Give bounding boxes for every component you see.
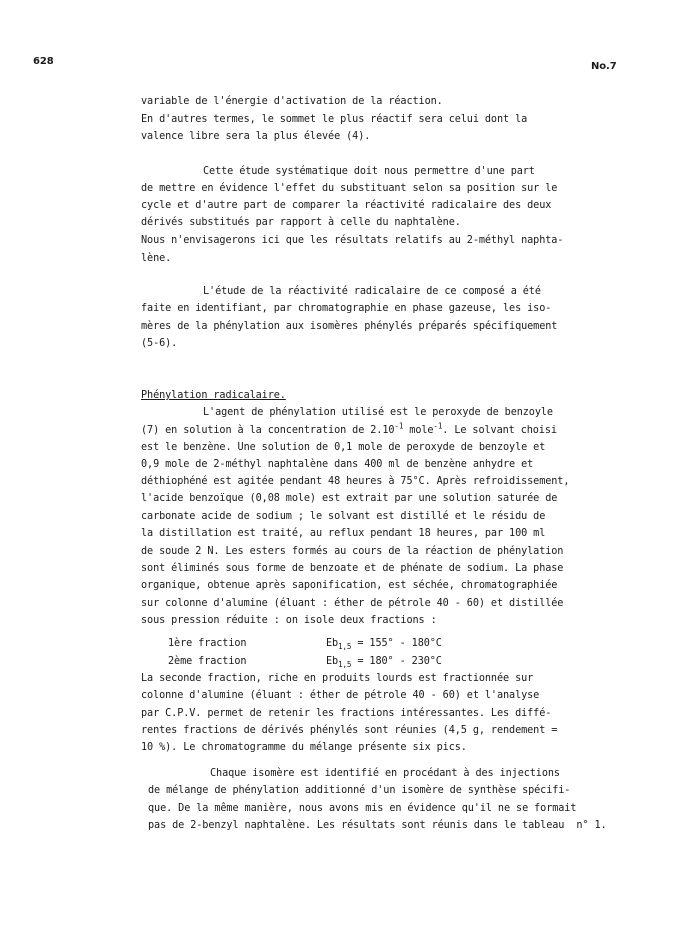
text-line: sur colonne d'alumine (éluant : éther de pétrole 40 - 60) et distillée	[141, 598, 564, 609]
text-line: est le benzène. Une solution de 0,1 mole de peroxyde de benzoyle et	[141, 442, 546, 453]
text-line: l'acide benzoïque (0,08 mole) est extrait par une solution saturée de	[141, 493, 558, 504]
temperature-range: = 180° - 230°C	[351, 656, 442, 667]
text-fragment: . Le solvant choisi	[442, 425, 557, 436]
superscript: -1	[394, 421, 404, 431]
text-line: rentes fractions de dérivés phénylés sont réunies (4,5 g, rendement =	[141, 725, 558, 736]
text-line: valence libre sera la plus élevée (4).	[141, 131, 371, 142]
text-line: de mettre en évidence l'effet du substituant selon sa position sur le	[141, 183, 558, 194]
text-line: déthiophéné est agitée pendant 48 heures à 75°C. Après refroidissement,	[141, 476, 570, 487]
eb-symbol: Eb	[326, 638, 339, 649]
text-line: (5-6).	[141, 338, 178, 349]
text-line: sous pression réduite : on isole deux fractions :	[141, 615, 437, 626]
fraction-label: 1ère fraction	[168, 638, 247, 649]
text-line: la distillation est traité, au reflux pendant 18 heures, par 100 ml	[141, 528, 546, 539]
text-line: de mélange de phénylation additionné d'un isomère de synthèse spécifi-	[148, 785, 571, 796]
subscript: 1,5	[338, 660, 352, 670]
text-line: organique, obtenue après saponification, est séchée, chromatographiée	[141, 580, 558, 591]
subscript: 1,5	[338, 642, 352, 652]
text-line: dérivés substitués par rapport à celle du naphtalène.	[141, 217, 461, 228]
temperature-range: = 155° - 180°C	[351, 638, 442, 649]
fraction-label: 2ème fraction	[168, 656, 247, 667]
text-line: par C.P.V. permet de retenir les fractions intéressantes. Les diffé-	[141, 708, 552, 719]
text-line-concentration	[141, 421, 557, 437]
fraction-boiling-point	[326, 655, 442, 668]
text-line: carbonate acide de sodium ; le solvant est distillé et le résidu de	[141, 511, 546, 522]
text-line: En d'autres termes, le sommet le plus réactif sera celui dont la	[141, 114, 528, 125]
superscript: -1	[433, 421, 443, 431]
text-line: Nous n'envisagerons ici que les résultats relatifs au 2-méthyl naphta-	[141, 235, 564, 246]
section-title: Phénylation radicalaire.	[141, 390, 286, 401]
eb-symbol: Eb	[326, 656, 339, 667]
text-fragment: (7) en solution à la concentration de 2.10	[141, 425, 395, 436]
page-number: 628	[33, 56, 54, 67]
text-line: lène.	[141, 253, 172, 264]
text-line: La seconde fraction, riche en produits lourds est fractionnée sur	[141, 673, 534, 684]
text-line: sont éliminés sous forme de benzoate et de phénate de sodium. La phase	[141, 563, 564, 574]
text-line: variable de l'énergie d'activation de la réaction.	[141, 96, 443, 107]
text-fragment: mole	[403, 425, 434, 436]
text-line: Chaque isomère est identifié en procédant à des injections	[210, 768, 560, 779]
text-line: 0,9 mole de 2-méthyl naphtalène dans 400 ml de benzène anhydre et	[141, 459, 534, 470]
text-line: L'étude de la réactivité radicalaire de ce composé a été	[203, 286, 541, 297]
fraction-boiling-point	[326, 637, 442, 650]
text-line: mères de la phénylation aux isomères phénylés préparés spécifiquement	[141, 321, 558, 332]
text-line: faite en identifiant, par chromatographie en phase gazeuse, les iso-	[141, 303, 552, 314]
text-line: 10 %). Le chromatogramme du mélange présente six pics.	[141, 742, 467, 753]
text-line: de soude 2 N. Les esters formés au cours de la réaction de phénylation	[141, 546, 564, 557]
text-line: Cette étude systématique doit nous permettre d'une part	[203, 166, 535, 177]
text-line: que. De la même manière, nous avons mis en évidence qu'il ne se formait	[148, 803, 577, 814]
text-line: cycle et d'autre part de comparer la réactivité radicalaire des deux	[141, 200, 552, 211]
issue-number: No.7	[591, 61, 617, 72]
text-line: colonne d'alumine (éluant : éther de pétrole 40 - 60) et l'analyse	[141, 690, 540, 701]
text-line: L'agent de phénylation utilisé est le peroxyde de benzoyle	[203, 407, 553, 418]
text-line: pas de 2-benzyl naphtalène. Les résultats sont réunis dans le tableau n° 1.	[148, 820, 607, 831]
